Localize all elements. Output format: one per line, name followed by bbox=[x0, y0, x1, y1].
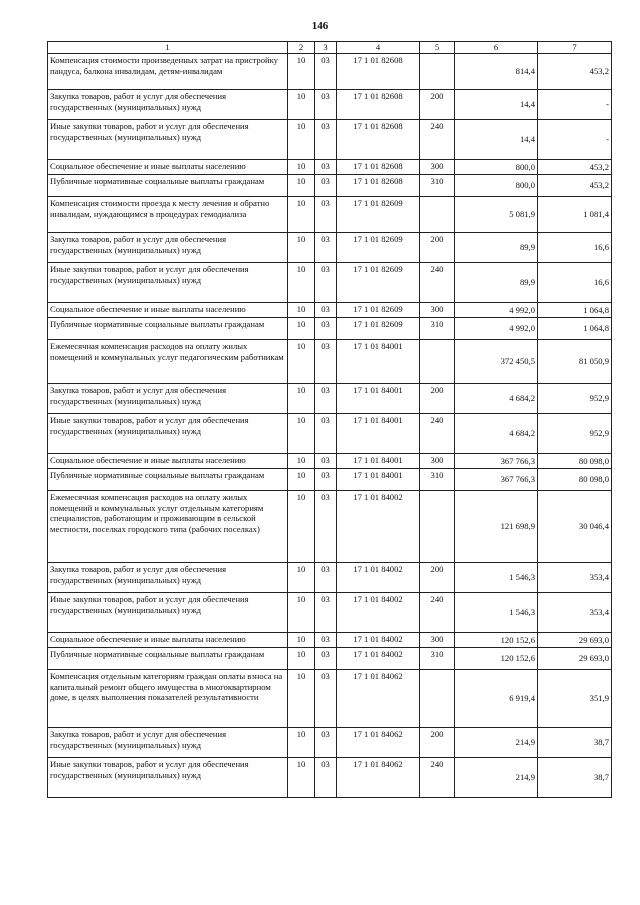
table-row bbox=[48, 593, 612, 633]
subsection-code: 03 bbox=[315, 340, 337, 384]
row-name: Публичные нормативные социальные выплаты гражданам bbox=[48, 175, 288, 197]
section-code: 10 bbox=[288, 160, 315, 175]
amount-col7: 80 098,0 bbox=[538, 454, 612, 469]
header-row bbox=[48, 42, 612, 54]
row-name: Социальное обеспечение и иные выплаты населению bbox=[48, 454, 288, 469]
amount-col6: 89,9 bbox=[455, 263, 538, 303]
subsection-code: 03 bbox=[315, 593, 337, 633]
header-cell-4: 4 bbox=[337, 42, 420, 54]
subsection-code: 03 bbox=[315, 633, 337, 648]
row-name: Публичные нормативные социальные выплаты гражданам bbox=[48, 318, 288, 340]
subsection-code: 03 bbox=[315, 197, 337, 233]
header-cell-3: 3 bbox=[315, 42, 337, 54]
target-article-code: 17 1 01 82609 bbox=[337, 233, 420, 263]
expense-type-code bbox=[420, 54, 455, 90]
table-row bbox=[48, 384, 612, 414]
row-name: Закупка товаров, работ и услуг для обеспечения государственных (муниципальных) нужд bbox=[48, 563, 288, 593]
amount-col6: 4 684,2 bbox=[455, 414, 538, 454]
row-name: Социальное обеспечение и иные выплаты населению bbox=[48, 633, 288, 648]
amount-col7: 952,9 bbox=[538, 384, 612, 414]
target-article-code: 17 1 01 82608 bbox=[337, 90, 420, 120]
amount-col6: 14,4 bbox=[455, 120, 538, 160]
amount-col6: 4 992,0 bbox=[455, 318, 538, 340]
section-code: 10 bbox=[288, 340, 315, 384]
amount-col7: 453,2 bbox=[538, 175, 612, 197]
amount-col6: 214,9 bbox=[455, 728, 538, 758]
header-cell-2: 2 bbox=[288, 42, 315, 54]
row-name: Компенсация стоимости произведенных затрат на пристройку пандуса, балкона инвалидам, детям-инвалидам bbox=[48, 54, 288, 90]
target-article-code: 17 1 01 84002 bbox=[337, 648, 420, 670]
amount-col7: 351,9 bbox=[538, 670, 612, 728]
amount-col6: 800,0 bbox=[455, 160, 538, 175]
amount-col7: 38,7 bbox=[538, 728, 612, 758]
amount-col7: 453,2 bbox=[538, 160, 612, 175]
expense-type-code bbox=[420, 670, 455, 728]
expense-type-code: 300 bbox=[420, 454, 455, 469]
target-article-code: 17 1 01 84062 bbox=[337, 758, 420, 798]
section-code: 10 bbox=[288, 197, 315, 233]
amount-col7: 1 064,8 bbox=[538, 318, 612, 340]
section-code: 10 bbox=[288, 263, 315, 303]
expense-type-code: 300 bbox=[420, 160, 455, 175]
row-name: Закупка товаров, работ и услуг для обеспечения государственных (муниципальных) нужд bbox=[48, 233, 288, 263]
table-row bbox=[48, 563, 612, 593]
amount-col7: 30 046,4 bbox=[538, 491, 612, 563]
row-name: Публичные нормативные социальные выплаты гражданам bbox=[48, 469, 288, 491]
table-row bbox=[48, 263, 612, 303]
expense-type-code: 200 bbox=[420, 90, 455, 120]
section-code: 10 bbox=[288, 593, 315, 633]
target-article-code: 17 1 01 84001 bbox=[337, 384, 420, 414]
subsection-code: 03 bbox=[315, 648, 337, 670]
subsection-code: 03 bbox=[315, 54, 337, 90]
section-code: 10 bbox=[288, 318, 315, 340]
amount-col7: - bbox=[538, 120, 612, 160]
expense-type-code: 240 bbox=[420, 263, 455, 303]
header-cell-1: 1 bbox=[48, 42, 288, 54]
expense-type-code: 240 bbox=[420, 758, 455, 798]
expense-type-code: 300 bbox=[420, 303, 455, 318]
section-code: 10 bbox=[288, 563, 315, 593]
table-row bbox=[48, 120, 612, 160]
amount-col7: 952,9 bbox=[538, 414, 612, 454]
table-row bbox=[48, 233, 612, 263]
expense-type-code: 240 bbox=[420, 120, 455, 160]
amount-col6: 367 766,3 bbox=[455, 454, 538, 469]
table-row bbox=[48, 340, 612, 384]
amount-col6: 120 152,6 bbox=[455, 633, 538, 648]
table-row bbox=[48, 160, 612, 175]
section-code: 10 bbox=[288, 758, 315, 798]
target-article-code: 17 1 01 84062 bbox=[337, 670, 420, 728]
amount-col6: 89,9 bbox=[455, 233, 538, 263]
table-row bbox=[48, 728, 612, 758]
subsection-code: 03 bbox=[315, 384, 337, 414]
section-code: 10 bbox=[288, 384, 315, 414]
amount-col6: 6 919,4 bbox=[455, 670, 538, 728]
subsection-code: 03 bbox=[315, 233, 337, 263]
target-article-code: 17 1 01 84001 bbox=[337, 454, 420, 469]
table-row bbox=[48, 648, 612, 670]
amount-col6: 14,4 bbox=[455, 90, 538, 120]
row-name: Иные закупки товаров, работ и услуг для обеспечения государственных (муниципальных) нужд bbox=[48, 120, 288, 160]
amount-col7: 353,4 bbox=[538, 593, 612, 633]
target-article-code: 17 1 01 82609 bbox=[337, 263, 420, 303]
table-row bbox=[48, 670, 612, 728]
target-article-code: 17 1 01 82608 bbox=[337, 160, 420, 175]
amount-col6: 814,4 bbox=[455, 54, 538, 90]
row-name: Иные закупки товаров, работ и услуг для обеспечения государственных (муниципальных) нужд bbox=[48, 758, 288, 798]
amount-col7: 1 064,8 bbox=[538, 303, 612, 318]
amount-col6: 1 546,3 bbox=[455, 593, 538, 633]
target-article-code: 17 1 01 82609 bbox=[337, 318, 420, 340]
expense-type-code: 310 bbox=[420, 318, 455, 340]
expense-type-code: 200 bbox=[420, 384, 455, 414]
subsection-code: 03 bbox=[315, 563, 337, 593]
subsection-code: 03 bbox=[315, 758, 337, 798]
section-code: 10 bbox=[288, 175, 315, 197]
expense-type-code: 310 bbox=[420, 469, 455, 491]
target-article-code: 17 1 01 84002 bbox=[337, 593, 420, 633]
amount-col7: 29 693,0 bbox=[538, 648, 612, 670]
expense-type-code: 300 bbox=[420, 633, 455, 648]
expense-type-code: 200 bbox=[420, 728, 455, 758]
amount-col6: 367 766,3 bbox=[455, 469, 538, 491]
amount-col6: 120 152,6 bbox=[455, 648, 538, 670]
section-code: 10 bbox=[288, 633, 315, 648]
table-row bbox=[48, 54, 612, 90]
row-name: Закупка товаров, работ и услуг для обеспечения государственных (муниципальных) нужд bbox=[48, 384, 288, 414]
target-article-code: 17 1 01 82608 bbox=[337, 54, 420, 90]
target-article-code: 17 1 01 84002 bbox=[337, 563, 420, 593]
amount-col7: 16,6 bbox=[538, 233, 612, 263]
target-article-code: 17 1 01 82609 bbox=[337, 303, 420, 318]
page-number: 146 bbox=[311, 20, 329, 32]
subsection-code: 03 bbox=[315, 414, 337, 454]
section-code: 10 bbox=[288, 54, 315, 90]
budget-table bbox=[47, 41, 612, 798]
subsection-code: 03 bbox=[315, 670, 337, 728]
section-code: 10 bbox=[288, 454, 315, 469]
row-name: Компенсация стоимости проезда к месту лечения и обратно инвалидам, нуждающимся в процедурах гемодиализа bbox=[48, 197, 288, 233]
row-name: Закупка товаров, работ и услуг для обеспечения государственных (муниципальных) нужд bbox=[48, 728, 288, 758]
expense-type-code bbox=[420, 491, 455, 563]
expense-type-code: 200 bbox=[420, 563, 455, 593]
expense-type-code: 200 bbox=[420, 233, 455, 263]
amount-col6: 372 450,5 bbox=[455, 340, 538, 384]
target-article-code: 17 1 01 84001 bbox=[337, 469, 420, 491]
amount-col7: 29 693,0 bbox=[538, 633, 612, 648]
amount-col6: 214,9 bbox=[455, 758, 538, 798]
amount-col7: - bbox=[538, 90, 612, 120]
section-code: 10 bbox=[288, 469, 315, 491]
subsection-code: 03 bbox=[315, 175, 337, 197]
target-article-code: 17 1 01 84001 bbox=[337, 340, 420, 384]
table-row bbox=[48, 90, 612, 120]
target-article-code: 17 1 01 82608 bbox=[337, 120, 420, 160]
amount-col6: 4 992,0 bbox=[455, 303, 538, 318]
table-row bbox=[48, 454, 612, 469]
expense-type-code: 240 bbox=[420, 593, 455, 633]
section-code: 10 bbox=[288, 670, 315, 728]
subsection-code: 03 bbox=[315, 318, 337, 340]
section-code: 10 bbox=[288, 303, 315, 318]
target-article-code: 17 1 01 84002 bbox=[337, 633, 420, 648]
amount-col6: 4 684,2 bbox=[455, 384, 538, 414]
subsection-code: 03 bbox=[315, 160, 337, 175]
table-row bbox=[48, 318, 612, 340]
target-article-code: 17 1 01 84062 bbox=[337, 728, 420, 758]
amount-col7: 81 050,9 bbox=[538, 340, 612, 384]
amount-col7: 453,2 bbox=[538, 54, 612, 90]
subsection-code: 03 bbox=[315, 728, 337, 758]
table-row bbox=[48, 633, 612, 648]
header-cell-5: 5 bbox=[420, 42, 455, 54]
expense-type-code bbox=[420, 340, 455, 384]
section-code: 10 bbox=[288, 414, 315, 454]
section-code: 10 bbox=[288, 233, 315, 263]
subsection-code: 03 bbox=[315, 120, 337, 160]
amount-col6: 5 081,9 bbox=[455, 197, 538, 233]
header-cell-7: 7 bbox=[538, 42, 612, 54]
row-name: Публичные нормативные социальные выплаты гражданам bbox=[48, 648, 288, 670]
expense-type-code: 310 bbox=[420, 175, 455, 197]
amount-col6: 800,0 bbox=[455, 175, 538, 197]
section-code: 10 bbox=[288, 648, 315, 670]
row-name: Ежемесячная компенсация расходов на оплату жилых помещений и коммунальных услуг педагогическим работникам bbox=[48, 340, 288, 384]
amount-col7: 353,4 bbox=[538, 563, 612, 593]
amount-col6: 1 546,3 bbox=[455, 563, 538, 593]
row-name: Социальное обеспечение и иные выплаты населению bbox=[48, 160, 288, 175]
target-article-code: 17 1 01 84001 bbox=[337, 414, 420, 454]
target-article-code: 17 1 01 82608 bbox=[337, 175, 420, 197]
table-row bbox=[48, 303, 612, 318]
subsection-code: 03 bbox=[315, 454, 337, 469]
subsection-code: 03 bbox=[315, 90, 337, 120]
subsection-code: 03 bbox=[315, 491, 337, 563]
amount-col7: 16,6 bbox=[538, 263, 612, 303]
section-code: 10 bbox=[288, 728, 315, 758]
subsection-code: 03 bbox=[315, 263, 337, 303]
header-cell-6: 6 bbox=[455, 42, 538, 54]
amount-col7: 38,7 bbox=[538, 758, 612, 798]
row-name: Социальное обеспечение и иные выплаты населению bbox=[48, 303, 288, 318]
row-name: Иные закупки товаров, работ и услуг для обеспечения государственных (муниципальных) нужд bbox=[48, 593, 288, 633]
expense-type-code: 240 bbox=[420, 414, 455, 454]
table-row bbox=[48, 758, 612, 798]
subsection-code: 03 bbox=[315, 303, 337, 318]
row-name: Иные закупки товаров, работ и услуг для обеспечения государственных (муниципальных) нужд bbox=[48, 414, 288, 454]
section-code: 10 bbox=[288, 491, 315, 563]
amount-col7: 80 098,0 bbox=[538, 469, 612, 491]
amount-col7: 1 081,4 bbox=[538, 197, 612, 233]
row-name: Компенсация отдельным категориям граждан оплаты взноса на капитальный ремонт общего имущества в многоквартирном доме, в целях выполнения показателей результативности bbox=[48, 670, 288, 728]
expense-type-code bbox=[420, 197, 455, 233]
section-code: 10 bbox=[288, 90, 315, 120]
table-row bbox=[48, 469, 612, 491]
subsection-code: 03 bbox=[315, 469, 337, 491]
table-row bbox=[48, 414, 612, 454]
expense-type-code: 310 bbox=[420, 648, 455, 670]
row-name: Закупка товаров, работ и услуг для обеспечения государственных (муниципальных) нужд bbox=[48, 90, 288, 120]
amount-col6: 121 698,9 bbox=[455, 491, 538, 563]
table-row bbox=[48, 197, 612, 233]
table-row bbox=[48, 491, 612, 563]
row-name: Иные закупки товаров, работ и услуг для обеспечения государственных (муниципальных) нужд bbox=[48, 263, 288, 303]
row-name: Ежемесячная компенсация расходов на оплату жилых помещений и коммунальных услуг отдельным категориям специалистов, работающим и проживающим в сельской местности, поселках городского типа (рабочих поселках) bbox=[48, 491, 288, 563]
target-article-code: 17 1 01 84002 bbox=[337, 491, 420, 563]
section-code: 10 bbox=[288, 120, 315, 160]
table-row bbox=[48, 175, 612, 197]
target-article-code: 17 1 01 82609 bbox=[337, 197, 420, 233]
